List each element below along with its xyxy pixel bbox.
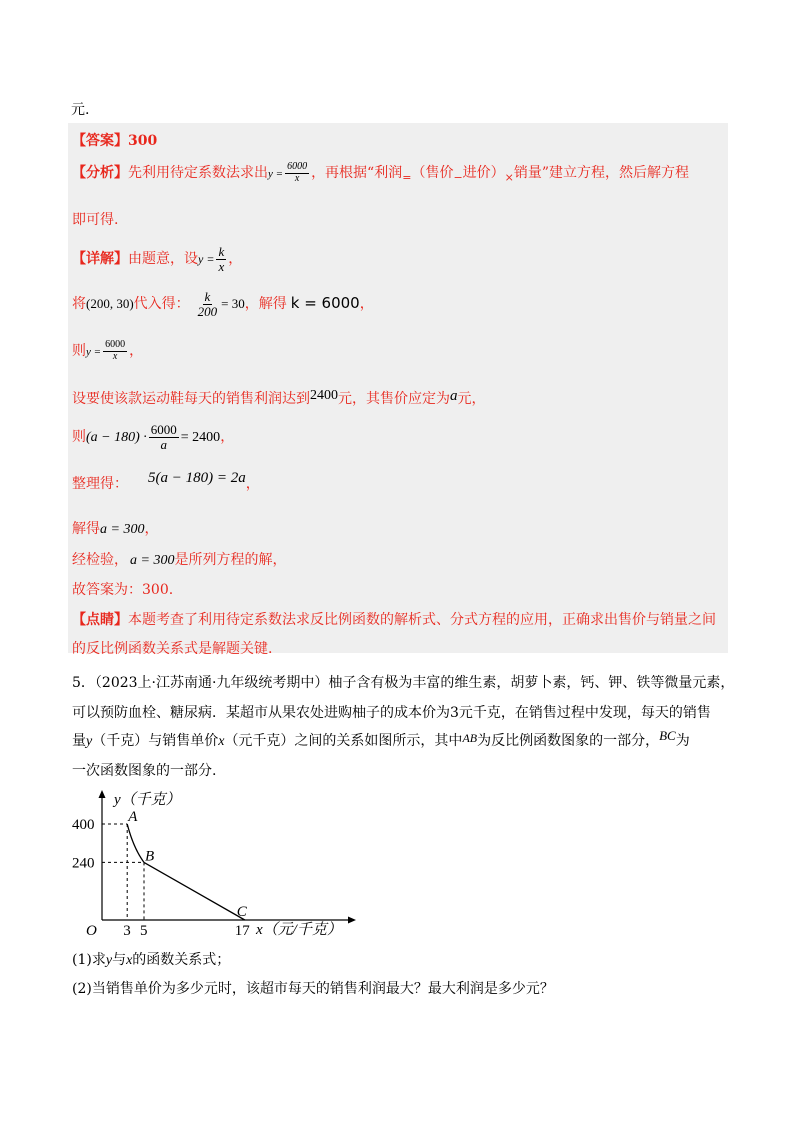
substitution-fraction [196,290,220,318]
detail-formula-denominator: x [218,258,225,274]
x-axis-arrow [348,917,356,924]
guide-lines [102,824,144,920]
setup-variable: a [450,388,458,404]
analysis-formula-lhs: y = [268,168,284,180]
problem-5-text-1: 量 [72,733,86,749]
substitution-prefix: 将 [72,296,86,313]
equation-2-math: 5(a − 180) = 2a [148,470,246,486]
analysis-text-3: （售价 [411,165,454,181]
final-answer-line: 故答案为：300. [72,582,174,598]
setup-value: 2400 [310,388,338,403]
answer-value: 300 [128,133,158,149]
equation-3-line [72,518,158,538]
problem-5-AB: AB [462,731,478,745]
prelude-text: 元. [71,102,90,118]
detail-comma: ， [228,251,243,268]
comment-label: 【点睛】 [72,612,128,628]
analysis-line [72,162,689,184]
then-fraction [103,340,127,362]
equation-3-comma: ， [144,521,159,537]
point-label-B: B [145,848,155,865]
substitution-numerator: k [204,289,211,304]
analysis-text-5: 销量”建立方程，然后解方程 [513,165,690,181]
substitution-end: ， [359,296,374,313]
setup-text-3: 元， [457,391,486,407]
y-tick-400: 400 [72,817,95,833]
then-lhs: y = [86,346,102,358]
check-prefix: 经检验， [72,552,128,568]
equation-1-lhs: (a − 180) · [86,430,147,446]
problem-5-y: y [86,734,93,749]
question-2: (2)当销售单价为多少元时，该超市每天的销售利润最大？最大利润是多少元？ [72,981,554,997]
analysis-equals: = [402,171,412,184]
substitution-mid: 代入得： [133,296,190,313]
check-math: a = 300 [130,553,175,568]
analysis-formula-fraction [285,162,309,184]
problem-5-text-5: 为 [675,733,690,749]
problem-5-line-1: 5．（2023上·江苏南通·九年级统考期中）柚子含有极为丰富的维生素，胡萝卜素，钙、钾、铁等微量元素， [72,675,735,691]
problem-5-text-3: （元千克）之间的关系如图所示，其中 [224,733,463,749]
analysis-times: × [504,171,514,184]
then-denominator: x [112,350,118,362]
y-axis-arrow [99,790,106,798]
answer-label: 【答案】 [72,133,128,149]
problem-5-x: x [218,734,225,749]
problem-5-line-4: 一次函数图象的一部分. [72,763,217,779]
curve-AB [127,824,144,862]
y-axis-label: y（千克） [114,792,181,808]
setup-text-2: 元，其售价应定为 [338,391,450,407]
substitution-point: (200, 30) [86,296,134,312]
answer-line [72,130,157,150]
equation-3-math: a = 300 [100,522,145,537]
detail-text: 由题意，设 [128,251,198,268]
detail-label: 【详解】 [72,251,128,268]
equation-2-prefix: 整理得： [72,476,128,492]
question-1-y: y [105,953,113,968]
question-1-mid: 与 [112,952,127,968]
point-label-A: A [128,809,138,825]
problem-5-line-3 [72,730,690,750]
y-tick-240: 240 [72,855,95,872]
equation-1-denominator: a [160,436,168,452]
equation-1-line [72,423,234,451]
problem-5-line-2: 可以预防血栓、糖尿病．某超市从果农处进购柚子的成本价为3元千克，在销售过程中发现，每天的销售 [72,705,711,721]
analysis-formula-denominator: x [294,172,300,184]
equation-2-line [72,470,260,493]
detail-formula-lhs: y = [198,252,215,267]
x-axis-label: x（元/千克） [256,922,342,938]
problem-5-text-4: 为反比例函数图象的一部分， [477,733,660,749]
setup-text-1: 设要使该款运动鞋每天的销售利润达到 [72,391,310,407]
setup-line [72,388,486,408]
question-1-prefix: (1)求 [72,952,106,968]
then-line [72,340,143,362]
comment-line-1 [72,609,716,629]
analysis-label: 【分析】 [72,165,128,181]
function-graph [60,780,380,940]
equation-1-fraction [149,423,179,451]
analysis-text-2: ，再根据“利润 [311,165,403,181]
check-suffix: 是所列方程的解， [174,552,287,568]
x-tick-5: 5 [140,923,148,939]
analysis-text-1: 先利用待定系数法求出 [128,165,268,181]
comment-text-1: 本题考查了利用待定系数法求反比例函数的解析式、分式方程的应用，正确求出售价与销量之间 [128,612,716,628]
check-line [72,549,286,569]
equation-1-comma: ， [220,429,235,446]
detail-line [72,245,242,273]
origin-label: O [86,923,97,939]
analysis-minus: − [453,171,463,184]
substitution-k-value: k = 6000 [290,294,360,313]
question-1 [72,949,230,969]
then-comma: ， [129,343,144,359]
substitution-rhs: = 30 [221,296,245,312]
substitution-denominator: 200 [197,303,218,319]
equation-1-prefix: 则 [72,429,86,446]
then-numerator: 6000 [105,339,126,350]
analysis-text-4: 进价） [462,165,505,181]
analysis-formula-numerator: 6000 [287,161,308,172]
problem-5-BC: BC [659,728,676,743]
comment-line-2: 的反比例函数关系式是解题关键. [72,641,273,657]
equation-2-comma: ， [245,476,260,492]
equation-1-rhs: = 2400 [180,430,221,446]
then-prefix: 则 [72,343,86,359]
x-tick-3: 3 [123,923,131,939]
equation-3-prefix: 解得 [72,521,100,537]
question-1-x: x [126,953,133,968]
problem-5-text-2: （千克）与销售单价 [92,733,219,749]
x-tick-17: 17 [234,923,250,939]
detail-formula-numerator: k [218,244,225,259]
substitution-solve: ，解得 [244,296,287,313]
equation-1-numerator: 6000 [150,422,177,437]
detail-formula-fraction [216,245,226,273]
substitution-line [72,290,374,318]
question-1-end: 的函数关系式； [132,952,231,968]
analysis-line-2: 即可得. [72,212,119,228]
point-label-C: C [236,904,247,920]
line-BC [144,862,245,920]
